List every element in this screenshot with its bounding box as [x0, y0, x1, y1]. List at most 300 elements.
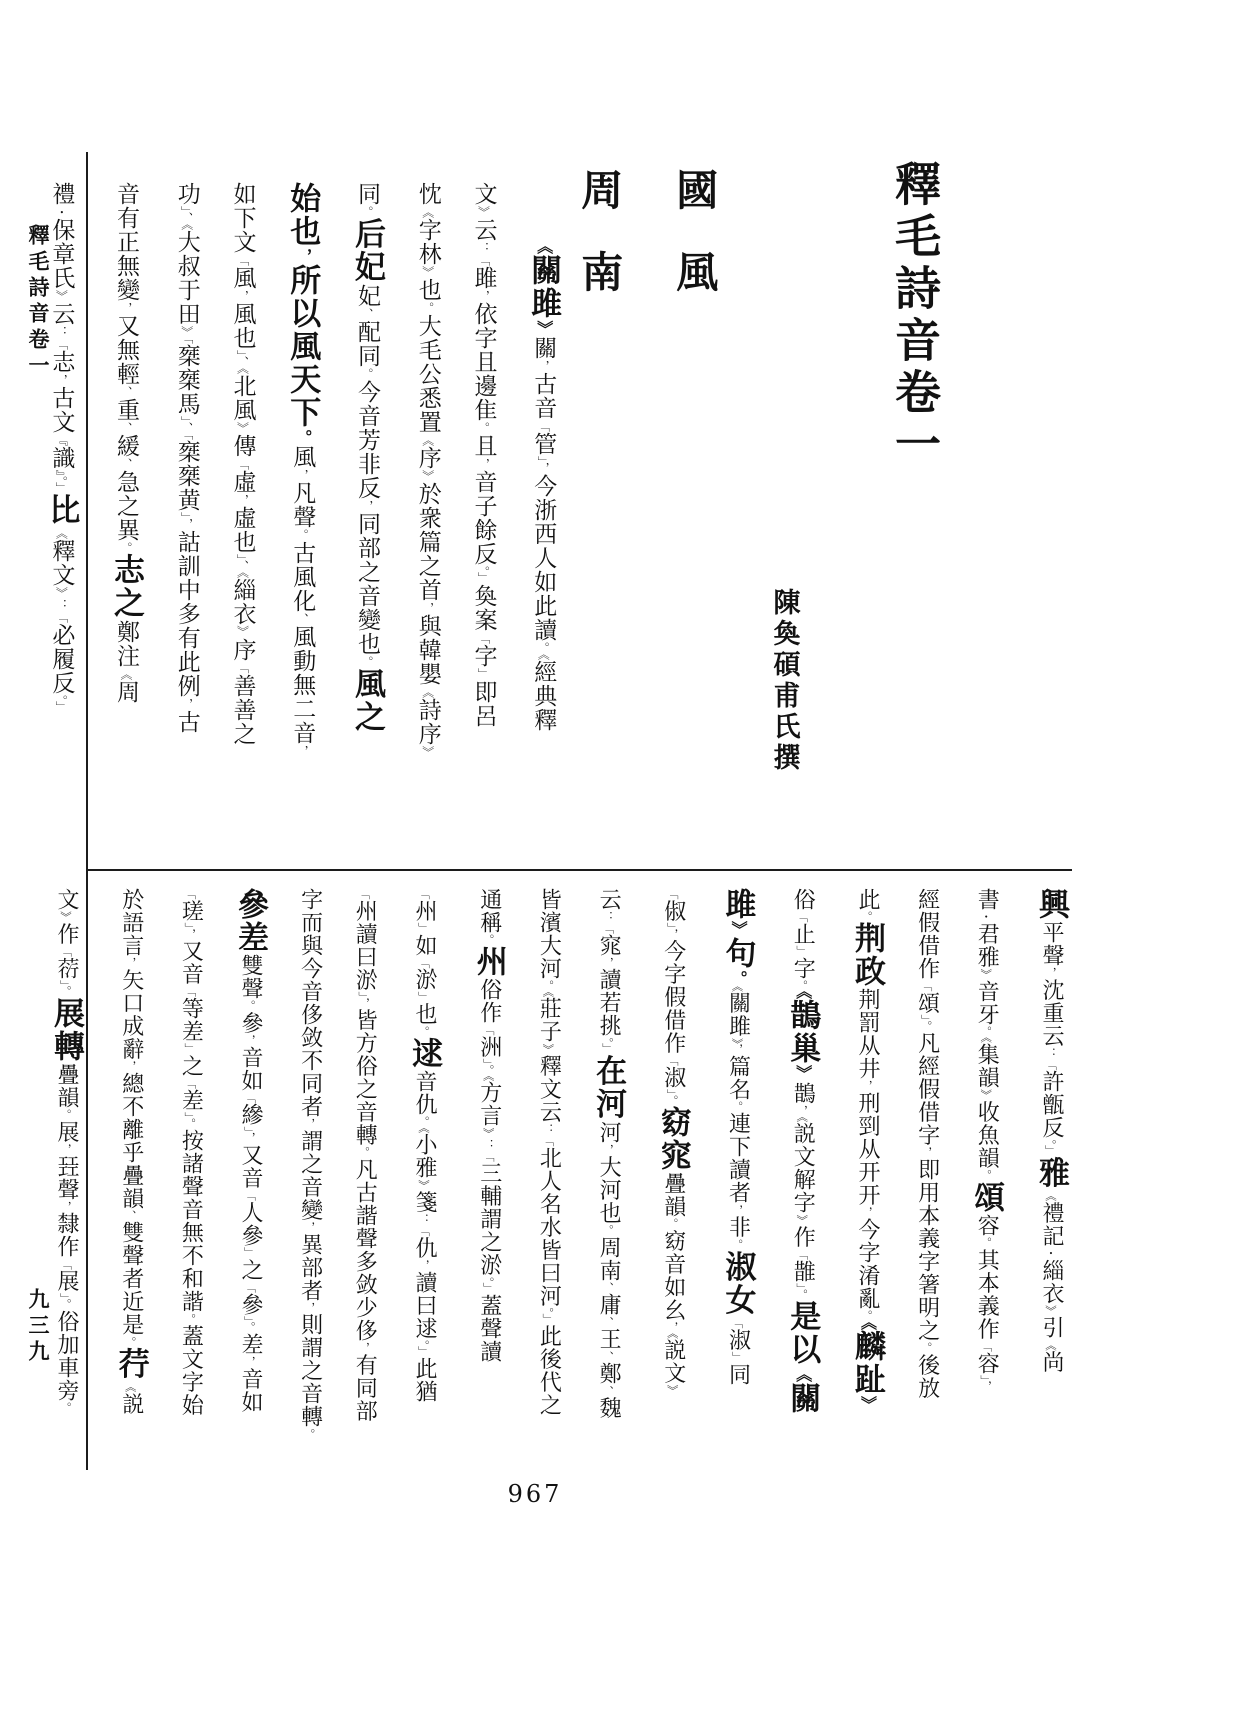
annotation-text: 音有正無變，又無輕、重、緩、急之異。 — [113, 182, 140, 554]
punctuation: 「 — [183, 888, 198, 900]
punctuation: 。 — [919, 1342, 934, 1354]
punctuation: 、 — [601, 1384, 616, 1397]
text-column — [352, 888, 377, 1468]
punctuation: 、 — [119, 457, 134, 470]
punctuation: ： — [476, 241, 491, 254]
punctuation: ： — [541, 1123, 556, 1136]
text-column — [470, 160, 496, 832]
punctuation: 》 — [979, 968, 994, 980]
punctuation: 」 — [417, 991, 431, 1003]
headword-text: 風之 — [348, 667, 385, 734]
punctuation: 」 — [243, 1126, 258, 1133]
text-column — [232, 888, 267, 1468]
punctuation: 。 — [730, 1239, 745, 1251]
punctuation: 。 — [795, 1288, 810, 1300]
punctuation: 』 — [54, 469, 69, 476]
punctuation: 「 — [795, 1248, 810, 1260]
punctuation: 」 — [179, 415, 194, 422]
punctuation: 。 — [359, 206, 374, 218]
punctuation: ， — [859, 1080, 874, 1092]
punctuation: 《 — [979, 1037, 994, 1044]
band-divider-line — [88, 869, 1072, 871]
punctuation: 》 — [235, 421, 250, 434]
punctuation: 「 — [476, 253, 491, 266]
punctuation: 「 — [357, 888, 372, 900]
punctuation: ， — [476, 457, 491, 470]
punctuation: 」 — [417, 922, 431, 934]
headword-text: 展轉 — [47, 997, 84, 1064]
punctuation: 」 — [481, 1282, 496, 1295]
punctuation: 。 — [601, 1224, 616, 1236]
punctuation: 、 — [123, 1209, 138, 1222]
upper-text-band — [43, 160, 942, 810]
punctuation: ， — [417, 1259, 431, 1272]
punctuation: 。 — [293, 429, 313, 446]
punctuation: ， — [730, 1043, 745, 1056]
punctuation: 》 — [730, 1037, 745, 1044]
punctuation: 」 — [58, 1292, 73, 1299]
annotation-text: 皆濱大河。《莊子》釋文云：「北人名水皆曰河。」此後代之 — [536, 888, 562, 1417]
punctuation: 」 — [481, 1058, 496, 1065]
punctuation: 《 — [534, 238, 554, 255]
punctuation: 、 — [119, 421, 134, 434]
punctuation: ， — [123, 957, 138, 969]
annotation-text: 妃、配同。今音芳非反，同部之音變也。 — [353, 283, 380, 668]
punctuation: 」 — [795, 945, 810, 957]
punctuation: ， — [919, 1146, 934, 1159]
annotation-text: 俗「止」字。 — [790, 888, 816, 992]
headword-text: 興 — [1033, 888, 1069, 921]
headword-text: 比 — [43, 493, 80, 527]
punctuation: 。 — [243, 1000, 258, 1012]
punctuation: 「 — [417, 888, 431, 900]
sidebar-divider-line — [86, 152, 88, 1470]
text-column — [108, 160, 143, 832]
punctuation: 」 — [795, 1282, 810, 1289]
text-column — [48, 888, 83, 1468]
text-column — [590, 888, 625, 1468]
punctuation: 《 — [1044, 1189, 1058, 1201]
punctuation: ， — [243, 1356, 258, 1368]
punctuation: ， — [420, 601, 435, 614]
punctuation: 。 — [859, 1310, 874, 1322]
punctuation: 》 — [534, 320, 554, 337]
punctuation: 「 — [665, 1054, 680, 1067]
punctuation: 」 — [235, 349, 250, 356]
punctuation: ・ — [979, 911, 994, 923]
punctuation: 。 — [58, 1109, 73, 1121]
punctuation: 》 — [58, 911, 73, 923]
annotation-text: 《説 — [118, 1380, 144, 1416]
punctuation: ， — [357, 997, 372, 1009]
punctuation: 。 — [183, 1313, 198, 1325]
text-column — [655, 888, 690, 1468]
punctuation: 「 — [235, 457, 250, 470]
subsection-heading-column — [576, 160, 623, 818]
punctuation: ， — [665, 1321, 680, 1334]
headword-text: 雎》句。 — [719, 888, 756, 987]
annotation-text: 《關雎》，篇名。連下讀者，非。 — [725, 986, 751, 1251]
punctuation: 《 — [420, 685, 435, 698]
punctuation: ， — [601, 1143, 616, 1155]
punctuation: 。 — [795, 979, 810, 992]
punctuation: 》 — [979, 1089, 994, 1101]
punctuation: 。 — [728, 970, 748, 987]
annotation-text: 疊韻。展，㠭聲，隸作「展」。俗加車旁。 — [53, 1063, 79, 1414]
headword-text: 窈窕 — [654, 1106, 691, 1173]
page-number: 967 — [507, 1480, 563, 1508]
punctuation: 。 — [302, 1428, 317, 1440]
punctuation: 、 — [601, 1281, 616, 1293]
punctuation: 「 — [179, 337, 194, 344]
annotation-text: 經假借作「頌」。凡經假借字，即用本義字箸明之。後放 — [914, 888, 940, 1400]
punctuation: ， — [235, 493, 250, 506]
punctuation: 。 — [123, 1336, 138, 1348]
annotation-text: 陳奐碩甫氏撰 — [768, 588, 800, 774]
punctuation: 。 — [541, 980, 556, 992]
punctuation: 「 — [730, 1316, 745, 1328]
punctuation: 「 — [243, 1091, 258, 1104]
punctuation: 。 — [58, 985, 73, 998]
punctuation: 。 — [536, 642, 551, 655]
punctuation: 「 — [919, 980, 934, 992]
punctuation: 《 — [54, 526, 69, 539]
punctuation: 」 — [417, 1346, 431, 1358]
punctuation: 《 — [417, 1127, 431, 1134]
punctuation: 。 — [665, 1094, 680, 1107]
punctuation: ： — [54, 598, 69, 611]
annotation-text: 音仇。《小雅》箋：「仇，讀曰逑。」此猶 — [412, 1070, 437, 1404]
punctuation: ： — [54, 325, 69, 338]
punctuation: ， — [357, 1342, 372, 1354]
annotation-text: 關，古音「管」，今浙西人如此讀。《經典釋 — [530, 336, 557, 733]
headword-text: 《鵲巢》 — [784, 991, 821, 1082]
annotation-text: 書・君雅》音牙。《集韻》收魚韻。 — [974, 888, 1000, 1181]
punctuation: ， — [179, 517, 194, 530]
annotation-text: 忱《字林》也。大毛公悉置《序》於衆篇之首，與韓嬰《詩序》 — [414, 182, 441, 758]
punctuation: ， — [235, 289, 250, 302]
text-column — [536, 888, 561, 1468]
annotation-text: 河，大河也。周南、庸、王、鄭、魏 — [596, 1120, 622, 1420]
punctuation: ， — [601, 956, 616, 969]
headword-text: 逑 — [406, 1037, 442, 1071]
punctuation: 「 — [417, 1225, 431, 1237]
punctuation: 「 — [665, 888, 680, 900]
punctuation: 、 — [601, 1315, 616, 1328]
headword-text: 荇 — [112, 1347, 149, 1381]
headword-text: 釋毛詩音卷一 — [888, 160, 942, 472]
punctuation: 。 — [417, 1340, 431, 1346]
annotation-text: 疊韻。窈音如幺，《説文》 — [660, 1172, 686, 1397]
punctuation: ， — [243, 1132, 258, 1144]
punctuation: 。 — [119, 541, 134, 554]
punctuation: 。 — [979, 1025, 994, 1038]
punctuation: 《 — [541, 991, 556, 998]
annotation-text: 「州」如「淤」也。 — [412, 888, 437, 1038]
punctuation: 」 — [183, 922, 198, 929]
folio-number: 九三九 — [26, 1288, 51, 1366]
punctuation: 「 — [476, 631, 491, 644]
punctuation: 。 — [476, 565, 491, 572]
headword-text: 州 — [470, 945, 507, 979]
punctuation: ： — [481, 1139, 496, 1151]
punctuation: 、 — [235, 355, 250, 368]
annotation-text: 字而與今音侈敛不同者，謂之音變，異部者，則謂之音轉。 — [297, 888, 323, 1440]
punctuation: 》 — [417, 1179, 431, 1191]
punctuation: ， — [359, 499, 374, 512]
punctuation: 《 — [481, 1076, 496, 1082]
punctuation: 《 — [420, 206, 435, 218]
annotation-text: 「瑳」，又音「等差」之「差」。按諸聲音無不和諧。蓋文字始 — [178, 888, 204, 1417]
text-column — [471, 888, 506, 1468]
punctuation: 《 — [235, 571, 250, 578]
punctuation: 。 — [54, 475, 69, 482]
punctuation: 》 — [235, 625, 250, 638]
punctuation: 。 — [357, 1146, 372, 1159]
punctuation: 。 — [481, 1064, 496, 1077]
punctuation: 》 — [476, 206, 491, 218]
annotation-text: 容。其本義作「容」， — [974, 1214, 1000, 1393]
punctuation: ， — [58, 1143, 73, 1155]
punctuation: 。 — [979, 1237, 994, 1249]
punctuation: 「 — [179, 433, 194, 440]
punctuation: 》 — [857, 1395, 877, 1412]
punctuation: 「 — [54, 337, 69, 350]
annotation-text: 如下文「風，風也」、《北風》傳「虛，虛也」、《緇衣》序「善善之 — [229, 182, 256, 746]
text-column — [785, 888, 820, 1468]
punctuation: 。 — [730, 1101, 745, 1113]
punctuation: 。 — [481, 1277, 496, 1283]
annotation-text: 雙聲。參，音如「縿」，又音「人參」之「參」。差，音如 — [238, 954, 264, 1414]
punctuation: 「 — [481, 1150, 496, 1163]
headword-text: 頌 — [968, 1181, 1005, 1214]
text-column — [178, 888, 203, 1468]
lower-text-band — [47, 888, 1069, 1468]
punctuation: ， — [179, 697, 194, 710]
punctuation: 」 — [183, 1112, 198, 1118]
punctuation: ， — [119, 302, 134, 314]
punctuation: 《 — [793, 1365, 813, 1382]
punctuation: 。 — [417, 1116, 431, 1128]
punctuation: 。 — [58, 1298, 73, 1311]
punctuation: 「 — [183, 985, 198, 998]
punctuation: ， — [123, 1060, 138, 1072]
annotation-text: 於語言，矢口成辭，總不離乎疊韻、雙聲者近是。 — [118, 888, 144, 1348]
annotation-text: 禮・保章氏》云：「志，古文『識』。」 — [48, 182, 75, 494]
punctuation: ： — [601, 911, 616, 923]
punctuation: ， — [979, 1380, 994, 1393]
punctuation: ， — [302, 1221, 317, 1233]
punctuation: 「 — [601, 922, 616, 934]
text-column — [297, 888, 322, 1468]
punctuation: 」 — [476, 571, 491, 584]
annotation-text: 通稱。 — [476, 888, 502, 946]
headword-text: 周南 — [575, 168, 625, 332]
punctuation: 《 — [1044, 1338, 1058, 1351]
annotation-text: 「俶」，今字假借作「淑」。 — [660, 888, 686, 1107]
punctuation: 」 — [179, 206, 194, 212]
annotation-text: 《釋文》：「必履反。」 — [48, 526, 75, 713]
punctuation: 》 — [420, 745, 435, 758]
punctuation: ・ — [1044, 1247, 1058, 1259]
punctuation: 」 — [58, 979, 73, 986]
punctuation: 《 — [857, 1321, 877, 1330]
punctuation: 《 — [235, 367, 250, 374]
headword-text: 始也，所以風天下。 — [284, 182, 321, 446]
annotation-text: 俗作「洲」。《方言》：「三輔謂之淤。」蓋聲讀 — [476, 978, 502, 1364]
headword-text: 后妃 — [348, 217, 385, 284]
punctuation: 「 — [183, 1077, 198, 1089]
punctuation: 」 — [357, 991, 372, 998]
punctuation: 「 — [417, 956, 431, 969]
book-title-column — [888, 160, 940, 810]
punctuation: 》 — [541, 1043, 556, 1055]
punctuation: 」 — [183, 1043, 198, 1055]
punctuation: 」 — [476, 667, 491, 680]
annotation-text: 荆罰从井，刑剄从开开，今字淆亂。 — [854, 988, 880, 1322]
text-column — [285, 160, 320, 832]
headword-text: 《關雎》 — [525, 238, 562, 337]
annotation-text: 《禮記・緇衣》引《尚 — [1039, 1189, 1064, 1374]
punctuation: 《 — [536, 654, 551, 661]
headword-text: 志之 — [108, 553, 145, 620]
punctuation: ， — [58, 1201, 73, 1213]
running-title: 釋毛詩音卷一 — [26, 224, 51, 380]
punctuation: ， — [293, 248, 313, 265]
text-column — [173, 160, 199, 832]
punctuation: 「 — [541, 1135, 556, 1147]
punctuation: 「 — [243, 1189, 258, 1201]
punctuation: 。 — [417, 1025, 431, 1038]
text-column — [414, 160, 440, 832]
text-column — [525, 160, 560, 888]
punctuation: ， — [1044, 967, 1058, 979]
headword-text: 《麟趾》 — [848, 1321, 885, 1412]
punctuation: 。 — [359, 367, 374, 380]
headword-text: 荆政 — [848, 922, 885, 989]
punctuation: ， — [859, 1206, 874, 1219]
punctuation: 》 — [793, 1065, 813, 1082]
punctuation: 、 — [119, 385, 134, 398]
annotation-text: 此。 — [854, 888, 880, 923]
punctuation: 」 — [54, 481, 69, 494]
punctuation: 。 — [420, 301, 435, 314]
punctuation: 、 — [179, 211, 194, 224]
punctuation: 」 — [979, 1374, 994, 1381]
headword-text: 淑女 — [719, 1250, 756, 1317]
punctuation: 》 — [179, 325, 194, 338]
punctuation: 、 — [295, 613, 310, 626]
punctuation: ， — [183, 928, 198, 940]
punctuation: 。 — [541, 1307, 556, 1314]
punctuation: 。 — [58, 1402, 73, 1414]
text-column — [914, 888, 939, 1468]
punctuation: 。 — [295, 529, 310, 542]
annotation-text: 同。 — [353, 182, 380, 218]
punctuation: ， — [243, 1034, 258, 1046]
punctuation: 、 — [359, 307, 374, 320]
punctuation: 》 — [54, 586, 69, 599]
annotation-text: 鄭注《周 — [113, 619, 140, 704]
punctuation: ・ — [54, 206, 69, 218]
punctuation: 》 — [665, 1384, 680, 1397]
punctuation: 》 — [420, 265, 435, 278]
headword-text: 國風 — [670, 168, 720, 332]
punctuation: 、 — [179, 421, 194, 434]
punctuation: 」 — [665, 1089, 680, 1095]
punctuation: ， — [795, 1104, 810, 1116]
annotation-text: 「淑」同 — [725, 1316, 751, 1386]
punctuation: 」 — [665, 922, 680, 929]
punctuation: 《 — [793, 991, 813, 1000]
punctuation: 」 — [243, 1315, 258, 1322]
punctuation: ， — [665, 928, 680, 940]
punctuation: 。 — [665, 1218, 680, 1230]
punctuation: ： — [1044, 1047, 1058, 1059]
section-heading-column — [671, 160, 718, 818]
punctuation: 」 — [235, 553, 250, 560]
punctuation: 。 — [183, 1117, 198, 1130]
text-column — [969, 888, 1004, 1468]
annotation-text: 云：「窕，讀若挑。」 — [596, 888, 622, 1055]
punctuation: 。 — [859, 911, 874, 923]
punctuation: 》 — [1044, 1304, 1058, 1316]
punctuation: 「 — [1044, 1058, 1058, 1071]
punctuation: 「 — [235, 254, 250, 266]
punctuation: 」 — [541, 1313, 556, 1325]
punctuation: 」 — [1044, 1145, 1058, 1157]
punctuation: 「 — [235, 661, 250, 674]
text-column — [720, 888, 755, 1468]
punctuation: 「 — [58, 1258, 73, 1270]
punctuation: 》 — [481, 1127, 496, 1140]
punctuation: 。 — [979, 1169, 994, 1181]
punctuation: 。 — [359, 655, 374, 668]
punctuation: ， — [302, 1301, 317, 1314]
punctuation: 」 — [601, 1043, 616, 1055]
punctuation: 「 — [481, 1024, 496, 1036]
annotation-text: 「州讀曰淤」，皆方俗之音轉。凡古諧聲多敛少侈，有同部 — [352, 888, 378, 1423]
annotation-text: 平聲，沈重云：「許甑反。」 — [1039, 921, 1064, 1157]
punctuation: ， — [476, 289, 491, 302]
punctuation: 《 — [420, 433, 435, 446]
headword-text: 是以《關 — [784, 1299, 821, 1415]
punctuation: 」 — [730, 1350, 745, 1363]
punctuation: 」 — [179, 511, 194, 518]
punctuation: 。 — [243, 1321, 258, 1334]
punctuation: 」 — [536, 456, 551, 463]
punctuation: 、 — [601, 1350, 616, 1362]
punctuation: ， — [54, 373, 69, 386]
punctuation: 「 — [58, 945, 73, 957]
punctuation: ， — [302, 1118, 317, 1130]
headword-text: 在河 — [590, 1054, 627, 1121]
text-column — [229, 160, 255, 832]
punctuation: 《 — [665, 1333, 680, 1339]
punctuation: 》 — [420, 469, 435, 482]
punctuation: ， — [295, 469, 310, 482]
annotation-text: 文》作「葕」。 — [53, 888, 79, 998]
headword-text: 參差 — [232, 888, 269, 954]
punctuation: ， — [536, 462, 551, 475]
text-column — [113, 888, 148, 1468]
punctuation: 」 — [919, 1014, 934, 1021]
punctuation: ： — [417, 1213, 431, 1226]
text-column — [44, 160, 79, 832]
punctuation: 」 — [54, 700, 69, 713]
headword-text: 雅 — [1033, 1156, 1069, 1190]
punctuation: 「 — [795, 911, 810, 923]
